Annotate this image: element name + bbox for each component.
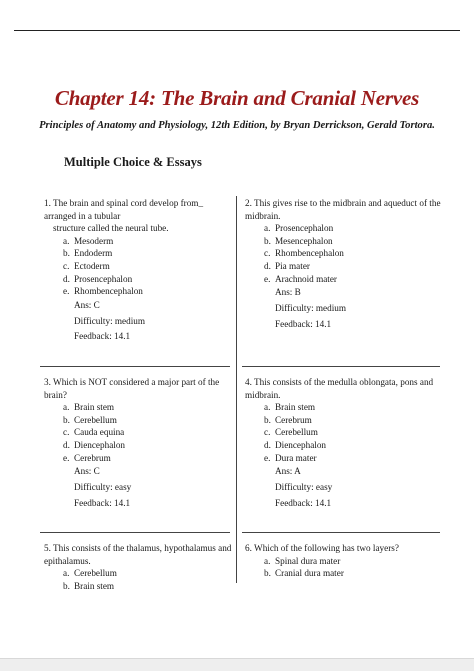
option-item: c. Rhombencephalon: [264, 248, 344, 259]
question-3: [44, 376, 234, 512]
question-5: [44, 542, 234, 592]
question-stem: 4. This consists of the medulla oblongata, pons and midbrain.: [245, 377, 434, 400]
question-stem: 3. Which is NOT considered a major part of the brain?: [44, 377, 220, 400]
option-list: [245, 222, 445, 285]
feedback-text: Feedback: 14.1: [275, 318, 332, 329]
option-item: b. Mesencephalon: [264, 235, 333, 246]
feedback-text: Feedback: 14.1: [275, 497, 332, 508]
option-item: d. Diencephalon: [63, 439, 126, 450]
question-stem: 1. The brain and spinal cord develop from_ arranged in a tubular: [44, 198, 204, 221]
feedback-text: Feedback: 14.1: [74, 331, 131, 342]
option-item: b. Cerebrum: [264, 414, 312, 425]
difficulty-text: Difficulty: easy: [74, 481, 132, 492]
document-subtitle: Principles of Anatomy and Physiology, 12th Edition, by Bryan Derrickson, Gerald Tortora.: [39, 120, 435, 131]
feedback-text: Feedback: 14.1: [74, 497, 131, 508]
row-rule-left-1: [40, 366, 230, 367]
option-item: a. Brain stem: [264, 402, 316, 413]
viewer-bottom-bar: [0, 658, 474, 671]
section-heading: Multiple Choice & Essays: [64, 155, 202, 169]
option-item: e. Rhombencephalon: [63, 286, 143, 297]
option-item: b. Cerebellum: [63, 414, 117, 425]
option-item: d. Prosencephalon: [63, 273, 133, 284]
row-rule-right-2: [242, 532, 440, 533]
option-item: c. Cerebellum: [264, 427, 318, 438]
option-item: e. Dura mater: [264, 452, 317, 463]
option-item: a. Spinal dura mater: [264, 555, 341, 566]
question-stem: 6. Which of the following has two layers?: [245, 543, 399, 553]
answer-text: Ans: B: [275, 287, 301, 298]
option-item: d. Diencephalon: [264, 439, 327, 450]
difficulty-text: Difficulty: medium: [74, 315, 146, 326]
question-2: [245, 197, 445, 333]
option-item: a. Mesoderm: [63, 235, 114, 246]
row-rule-left-2: [40, 532, 230, 533]
answer-text: Ans: C: [74, 299, 100, 310]
answer-text: Ans: A: [275, 466, 301, 477]
option-list: [44, 567, 234, 592]
option-item: a. Brain stem: [63, 402, 115, 413]
question-4: [245, 376, 445, 512]
question-6: [245, 542, 445, 580]
option-list: [245, 555, 445, 580]
option-list: [245, 401, 445, 464]
option-item: d. Pia mater: [264, 260, 310, 271]
option-item: b. Brain stem: [63, 580, 115, 591]
option-item: c. Ectoderm: [63, 260, 110, 271]
difficulty-text: Difficulty: medium: [275, 302, 347, 313]
option-item: a. Cerebellum: [63, 568, 117, 579]
question-1: [44, 197, 234, 345]
option-item: a. Prosencephalon: [264, 223, 334, 234]
column-divider: [236, 196, 237, 583]
top-rule: [14, 30, 460, 31]
option-item: e. Arachnoid mater: [264, 273, 337, 284]
difficulty-text: Difficulty: easy: [275, 481, 333, 492]
option-list: [44, 401, 234, 464]
option-item: b. Endoderm: [63, 248, 113, 259]
question-stem-continued: structure called the neural tube.: [53, 223, 169, 234]
document-title: Chapter 14: The Brain and Cranial Nerves: [54, 86, 420, 110]
option-item: b. Cranial dura mater: [264, 568, 344, 579]
row-rule-right-1: [242, 366, 440, 367]
option-item: e. Cerebrum: [63, 452, 111, 463]
answer-text: Ans: C: [74, 466, 100, 477]
option-item: c. Cauda equina: [63, 427, 125, 438]
question-stem: 5. This consists of the thalamus, hypothalamus and epithalamus.: [44, 543, 232, 566]
question-stem: 2. This gives rise to the midbrain and aqueduct of the midbrain.: [245, 198, 441, 221]
option-list: [44, 235, 234, 298]
